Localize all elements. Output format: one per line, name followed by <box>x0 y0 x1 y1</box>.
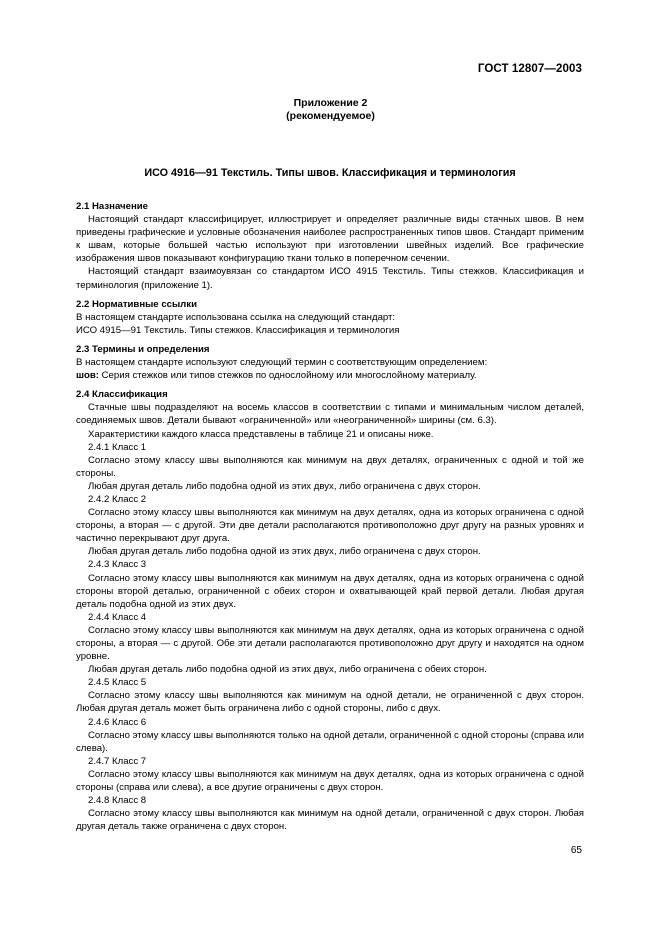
paragraph: Характеристики каждого класса представлены в таблице 21 и описаны ниже. <box>88 428 434 440</box>
paragraph: Стачные швы подразделяют на восемь классов в соответствии с типами и минимальным числом деталей, соединяемых швов. Детали бывают «ограниченной» или «неограниченной» ширины (см. 6.3). <box>76 402 584 427</box>
paragraph: Согласно этому классу швы выполняются как минимум на двух деталях, ограниченных с одной и той же стороны. <box>76 454 584 479</box>
paragraph: В настоящем стандарте используют следующий термин с соответствующим определением: <box>76 357 488 369</box>
section-heading-2-2: 2.2 Нормативные ссылки <box>76 298 197 310</box>
paragraph: Согласно этому классу швы выполняются как минимум на одной детали, не ограниченной с двух сторон. Любая другая деталь может быть ограничена либо с одной стороны, либо с двух. <box>76 690 584 715</box>
paragraph: Согласно этому классу швы выполняются как минимум на двух деталях, одна из которых ограничена с одной стороны (справа или слева), а все другие ограничены с двух сторон. <box>76 768 584 794</box>
subsection-heading: 2.4.6 Класс 6 <box>88 716 147 728</box>
paragraph: Настоящий стандарт взаимоувязан со стандартом ИСО 4915 Текстиль. Типы стежков. Классификация и терминология (приложение 1). <box>76 266 584 291</box>
paragraph: Согласно этому классу швы выполняются как минимум на двух деталях, одна из которых ограничена с одной стороны второй деталью, ограниченной с обеих сторон и охватывающей край первой детали. Любая другая деталь подобна одной из этих двух. <box>76 572 584 610</box>
appendix-label: Приложение 2 <box>293 97 368 109</box>
appendix-heading <box>0 97 661 123</box>
subsection-heading: 2.4.5 Класс 5 <box>88 677 147 689</box>
paragraph: В настоящем стандарте использована ссылка на следующий стандарт: <box>76 311 396 323</box>
definition: Серия стежков или типов стежков по однослойному или многослойному материалу. <box>98 370 477 382</box>
subsection-heading: 2.4.1 Класс 1 <box>88 441 147 453</box>
paragraph: Согласно этому классу швы выполняются как минимум на двух деталях, одна из которых ограничена с одной стороны, а вторая — с другой. Эти две детали располагаются противоположно друг другу на разных уровнях и частично перекрывают друг друга. <box>76 507 584 545</box>
paragraph: Любая другая деталь либо подобна одной из этих двух, либо ограничена с двух сторон. <box>88 546 481 558</box>
standard-code-header: ГОСТ 12807—2003 <box>477 63 582 75</box>
subsection-heading: 2.4.3 Класс 3 <box>88 559 147 571</box>
paragraph: Согласно этому классу швы выполняются как минимум на двух деталях, одна из которых ограничена с одной стороны, а вторая — с другой. Обе эти детали располагаются противоположно друг другу и находятся на одном уровне. <box>76 624 584 663</box>
term: шов: <box>76 370 99 382</box>
document-title: ИСО 4916—91 Текстиль. Типы швов. Классификация и терминология <box>144 167 516 179</box>
section-heading-2-4: 2.4 Классификация <box>76 389 168 401</box>
section-heading-2-1: 2.1 Назначение <box>76 201 148 212</box>
section-heading-2-3: 2.3 Термины и определения <box>76 343 210 355</box>
paragraph: ИСО 4915—91 Текстиль. Типы стежков. Классификация и терминология <box>76 324 400 336</box>
term-definition <box>76 369 584 382</box>
paragraph: Любая другая деталь либо подобна одной из этих двух, либо ограничена с двух сторон. <box>88 480 481 492</box>
subsection-heading: 2.4.2 Класс 2 <box>88 493 147 505</box>
paragraph: Настоящий стандарт классифицирует, иллюстрирует и определяет различные виды стачных швов. В нем приведены графические и условные обозначения наиболее распространенных типов швов. Стандарт применим к швам, которые большей частью используют при изготовлении швейных изделий. Все графические изображения швов показывают конфигурацию ткани только в поперечном сечении. <box>76 214 584 265</box>
subsection-heading: 2.4.8 Класс 8 <box>88 795 147 807</box>
paragraph: Любая другая деталь либо подобна одной из этих двух, либо ограничена с обеих сторон. <box>88 664 487 676</box>
page-number: 65 <box>570 845 582 856</box>
subsection-heading: 2.4.4 Класс 4 <box>88 611 147 623</box>
document-body <box>76 200 584 833</box>
paragraph: Согласно этому классу швы выполняются как минимум на одной детали, ограниченной с двух сторон. Любая другая деталь также ограничена с двух сторон. <box>76 808 584 833</box>
appendix-note: (рекомендуемое) <box>286 110 375 122</box>
paragraph: Согласно этому классу швы выполняются только на одной детали, ограниченной с одной стороны (справа или слева). <box>76 729 584 754</box>
subsection-heading: 2.4.7 Класс 7 <box>88 755 147 767</box>
